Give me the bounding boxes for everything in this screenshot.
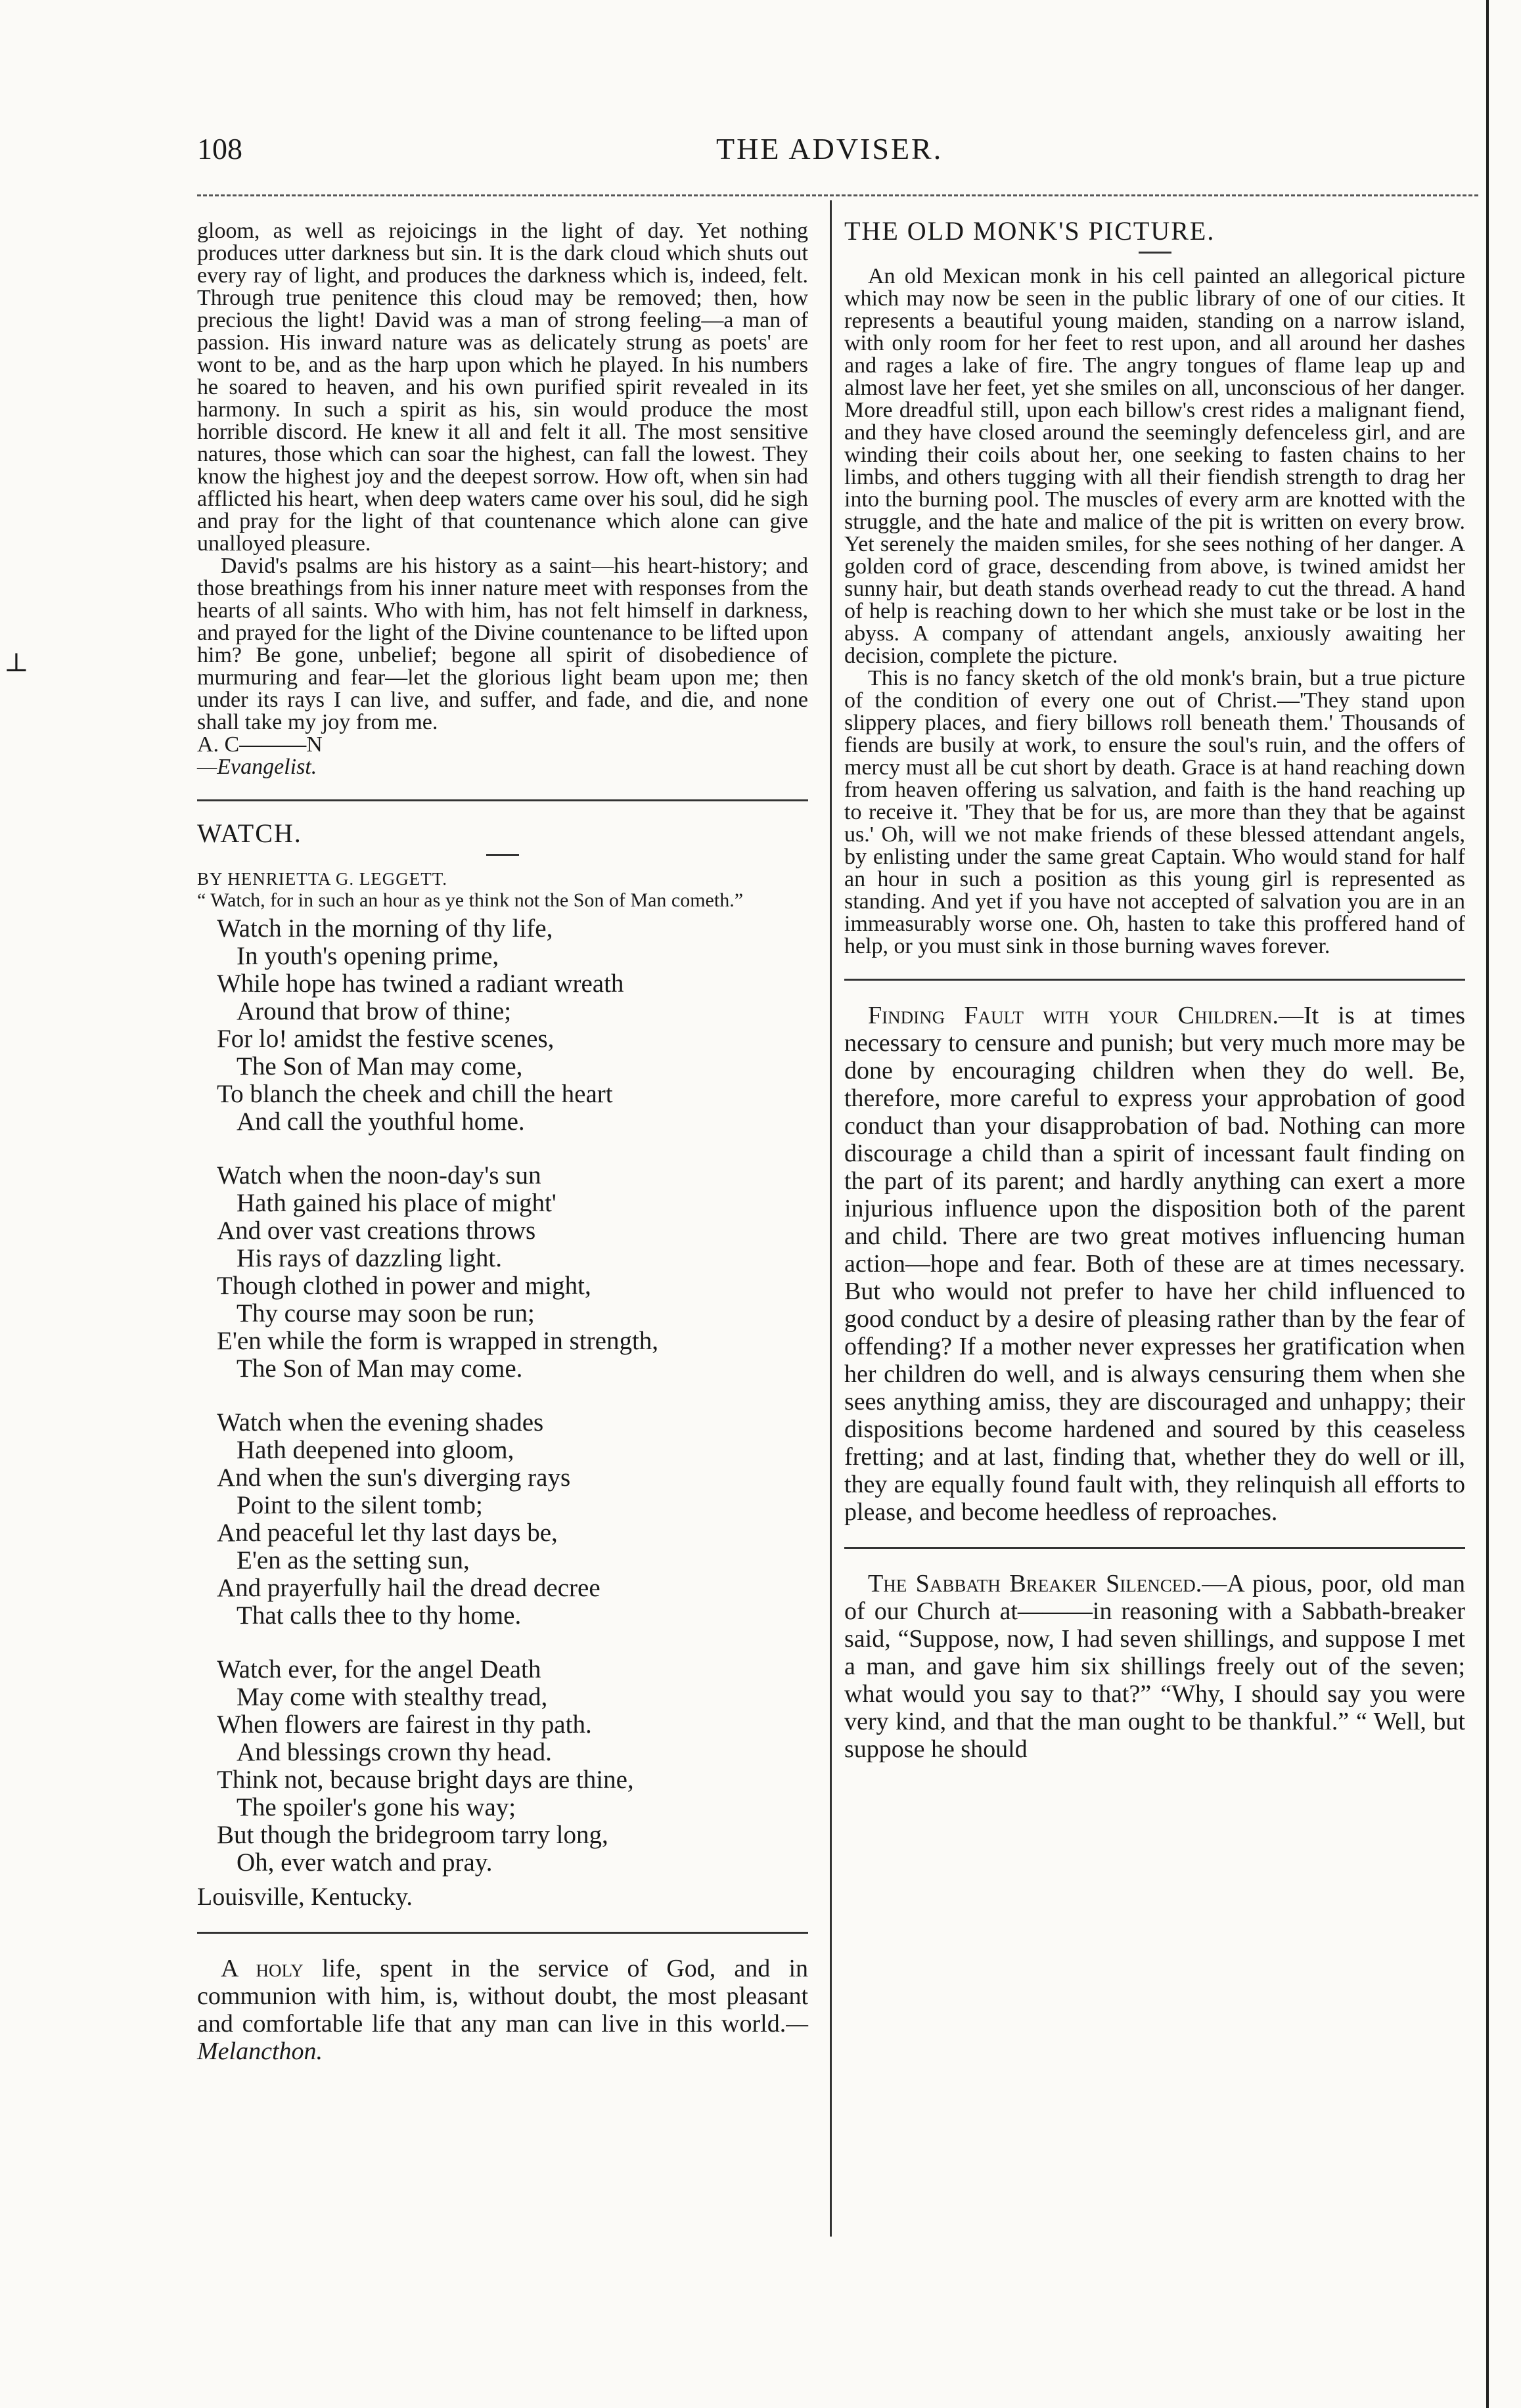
- poem-line: That calls thee to thy home.: [237, 1601, 522, 1630]
- signature: A. C———N: [197, 732, 323, 757]
- right-column: [844, 216, 1465, 1763]
- poem-line: Watch when the evening shades: [217, 1408, 544, 1437]
- title-rule: [486, 854, 519, 856]
- poem-byline: BY HENRIETTA G. LEGGETT.: [197, 869, 448, 889]
- fault-paragraph: [844, 1002, 1465, 1526]
- poem-place: Louisville, Kentucky.: [197, 1883, 413, 1911]
- poem-line: Oh, ever watch and pray.: [237, 1848, 493, 1877]
- poem-line: And blessings crown thy head.: [237, 1738, 552, 1766]
- holy-life-text: life, spent in the service of God, and in communion with him, is, without doubt, the most pleasant and comfortable life that any man can live in this world.: [197, 1955, 808, 2038]
- fault-lead: Finding Fault with your Children.: [868, 1002, 1279, 1029]
- continuation-paragraph: gloom, as well as rejoicings in the light of day. Yet nothing produces utter darkness but sin. It is the dark cloud which shuts out every ray of light, and produces the darkness which is, indeed, felt. Through true penitence this cloud may be removed; then, how precious the light! David was a man of strong feeling—a man of passion. His inward nature was as delicately strung as poets' are wont to be, and as the harp upon which he played. In his numbers he soared to heaven, and his own purified spirit revealed in its harmony. In such a spirit as his, sin would produce the most horrible discord. He knew it all and felt it all. The most sensitive natures, those which can soar the highest, can fall the lowest. They know the highest joy and the deepest sorrow. How oft, when sin had afflicted his heart, when deep waters came over his soul, did he sigh and pray for the light of that countenance which alone can give unalloyed pleasure.: [197, 219, 808, 556]
- poem-line: Watch when the noon-day's sun: [217, 1161, 541, 1190]
- poem: [197, 915, 808, 1877]
- poem-line: Watch in the morning of thy life,: [217, 914, 553, 943]
- running-title: THE ADVISER.: [716, 132, 943, 166]
- page-number: 108: [197, 132, 242, 166]
- poem-line: The Son of Man may come.: [237, 1354, 523, 1383]
- margin-mark: ⊥: [4, 648, 29, 677]
- poem-line: But though the bridegroom tarry long,: [217, 1821, 608, 1849]
- poem-line: The Son of Man may come,: [237, 1052, 523, 1081]
- poem-line: Watch ever, for the angel Death: [217, 1655, 541, 1683]
- poem-line: To blanch the cheek and chill the heart: [217, 1080, 613, 1108]
- continuation-paragraph: David's psalms are his history as a saint—his heart-history; and those breathings from his inner nature meet with responses from the hearts of all saints. Who with him, has not felt himself in darkness, and prayed for the light of the Divine countenance to be lifted upon him? Be gone, unbelief; begone all spirit of disobedience of murmuring and fear—let the glorious light beam upon me; then under its rays I can live, and suffer, and fade, and die, and none shall take my joy from me.: [197, 554, 808, 734]
- poem-line: And over vast creations throws: [217, 1216, 536, 1245]
- monk-paragraph: This is no fancy sketch of the old monk's brain, but a true picture of the condition of every one out of Christ.—'They stand upon slippery places, and fiery billows roll beneath them.' Thousands of fiends are busily at work, to ensure the soul's ruin, and the offers of mercy must all be cut short by death. Grace is at hand reaching down from heaven offering us salvation, and faith is the hand reaching up to receive it. 'They that be for us, are more than they that be against us.' Oh, will we not make friends of these blessed attendant angels, by enlisting under the same great Captain. Who would stand for half an hour in such a position as this young girl is represented as standing. And yet if you have not accepted of salvation you are in an immeasurably worse one. Oh, hasten to take this proffered hand of help, or you must sink in those burning waves forever.: [844, 666, 1465, 958]
- poem-stanza: [197, 1162, 808, 1383]
- poem-line: E'en while the form is wrapped in strength,: [217, 1327, 659, 1355]
- poem-title: WATCH.: [197, 818, 302, 848]
- holy-life-paragraph: [197, 1955, 808, 2065]
- poem-stanza: [197, 1409, 808, 1630]
- source-credit: —Evangelist.: [197, 755, 317, 779]
- column-divider: [830, 200, 832, 2237]
- poem-line: For lo! amidst the festive scenes,: [217, 1025, 555, 1053]
- poem-line: And call the youthful home.: [237, 1107, 525, 1136]
- fault-text: —It is at times necessary to censure and punish; but very much more may be done by encouraging children when they do well. Be, therefore, more careful to express your approbation of good conduct than your disapprobation of bad. Nothing can more discourage a child than a spirit of incessant fault finding on the part of its parent; and hardly anything can exert a more injurious influence upon the disposition both of the parent and child. There are two great motives influencing human action—hope and fear. Both of these are at times necessary. But who would not prefer to have her child influenced to good conduct by a desire of pleasing rather than by the fear of offending? If a mother never expresses her gratification when her children do well, and is always censuring them when she sees anything amiss, they are discouraged and unhappy; their dispositions become hardened and soured by this ceaseless fretting; and at last, finding that, whether they do well or ill, they are equally found fault with, they relinquish all efforts to please, and become heedless of reproaches.: [844, 1002, 1465, 1526]
- holy-life-credit: —Melancthon.: [197, 2010, 808, 2065]
- monk-article-title: THE OLD MONK'S PICTURE.: [844, 216, 1215, 246]
- section-separator: [844, 1547, 1465, 1549]
- section-separator: [844, 979, 1465, 981]
- poem-line: May come with stealthy tread,: [237, 1683, 548, 1711]
- poem-epigraph: “ Watch, for in such an hour as ye think not the Son of Man cometh.”: [197, 889, 744, 911]
- poem-line: And when the sun's diverging rays: [217, 1463, 571, 1492]
- sabbath-text: —A pious, poor, old man of our Church at———in reasoning with a Sabbath-breaker said, “Suppose, now, I had seven shillings, and suppose I met a man, and gave him six shillings freely out of the seven; what would you say to that?” “Why, I should say you were very kind, and that the man ought to be thankful.” “ Well, but suppose he should: [844, 1570, 1465, 1763]
- left-column: [197, 220, 808, 2065]
- poem-line: Hath gained his place of might': [237, 1189, 556, 1217]
- poem-line: Hath deepened into gloom,: [237, 1436, 514, 1464]
- poem-line: Around that brow of thine;: [237, 997, 512, 1025]
- section-separator: [197, 799, 808, 801]
- sabbath-lead: The Sabbath Breaker Silenced.: [868, 1570, 1202, 1597]
- poem-line: When flowers are fairest in thy path.: [217, 1710, 592, 1739]
- page-header: [197, 131, 1472, 171]
- poem-line: And prayerfully hail the dread decree: [217, 1574, 601, 1602]
- poem-line: Though clothed in power and might,: [217, 1272, 591, 1300]
- title-rule: [1139, 252, 1171, 254]
- poem-line: E'en as the setting sun,: [237, 1546, 470, 1574]
- sabbath-paragraph: [844, 1570, 1465, 1763]
- poem-line: The spoiler's gone his way;: [237, 1793, 516, 1821]
- poem-line: While hope has twined a radiant wreath: [217, 970, 624, 998]
- poem-line: Point to the silent tomb;: [237, 1491, 483, 1519]
- poem-line: His rays of dazzling light.: [237, 1244, 502, 1272]
- monk-paragraph: An old Mexican monk in his cell painted an allegorical picture which may now be seen in the public library of one of our cities. It represents a beautiful young maiden, standing on a narrow island, with only room for her feet to rest upon, and all around her dashes and rages a lake of fire. The angry tongues of flame leap up and almost lave her feet, yet she smiles on all, unconscious of her danger. More dreadful still, upon each billow's crest rides a malignant fiend, and they have closed around the seemingly defenceless girl, and are winding their coils about her, one seeking to fasten chains to her limbs, and others tugging with all their fiendish strength to drag her into the burning pool. The muscles of every arm are knotted with the struggle, and the hate and malice of the pit is written on every brow. Yet serenely the maiden smiles, for she sees nothing of her danger. A golden cord of grace, descending from above, is twined amidst her sunny hair, but death stands overhead ready to cut the thread. A hand of help is reaching down to her which she must take or be lost in the abyss. A company of attendant angels, anxiously awaiting her decision, complete the picture.: [844, 264, 1465, 668]
- holy-life-lead: A holy: [221, 1955, 304, 1982]
- section-separator: [197, 1932, 808, 1934]
- poem-stanza: [197, 1656, 808, 1877]
- poem-line: Think not, because bright days are thine,: [217, 1766, 634, 1794]
- poem-line: In youth's opening prime,: [237, 942, 499, 970]
- header-rule: [197, 194, 1478, 196]
- poem-line: Thy course may soon be run;: [237, 1299, 535, 1327]
- page-edge-rule: [1486, 0, 1489, 2408]
- poem-line: And peaceful let thy last days be,: [217, 1519, 558, 1547]
- poem-stanza: [197, 915, 808, 1136]
